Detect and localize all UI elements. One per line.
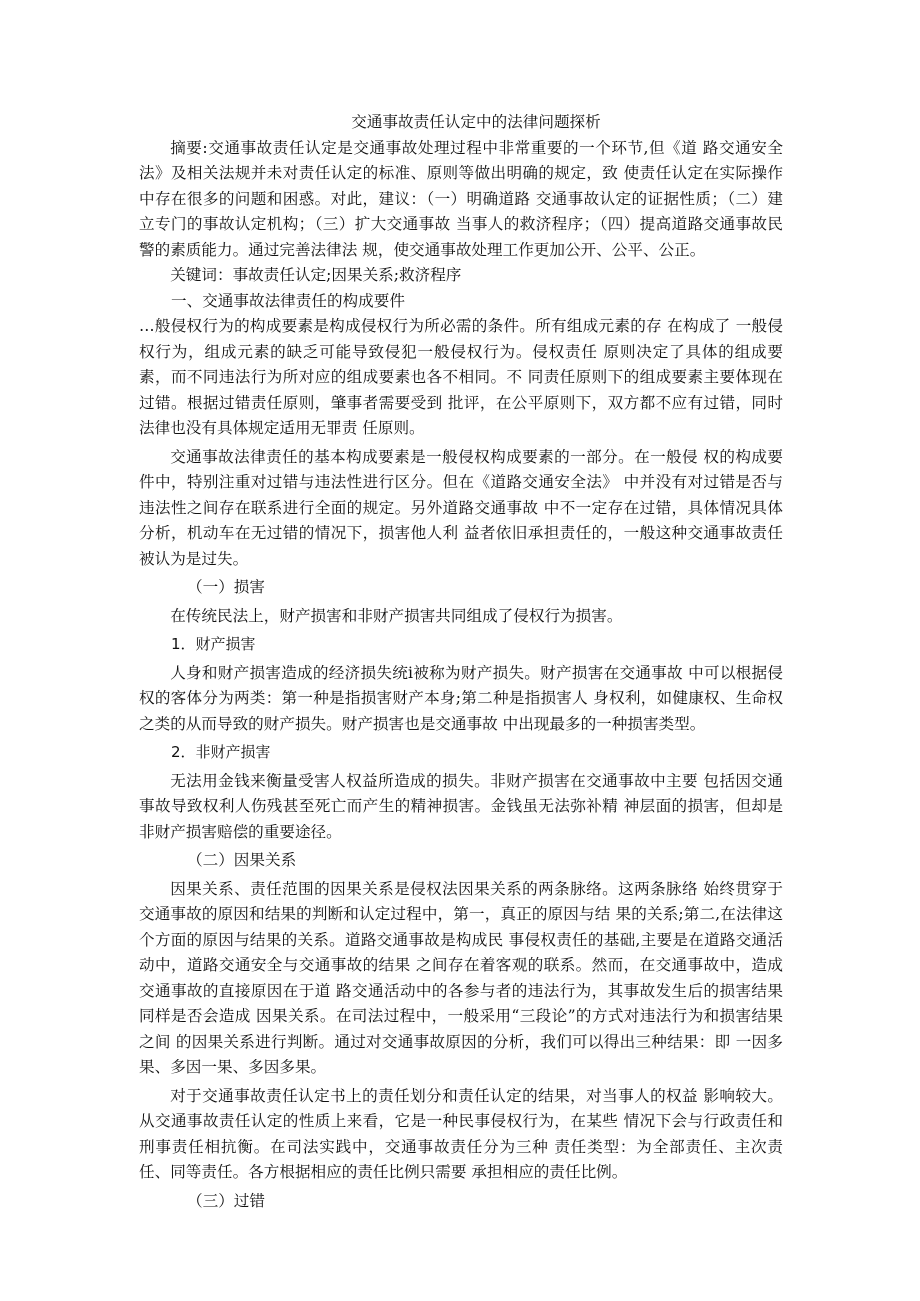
document-body	[139, 110, 783, 1214]
body-paragraph: 在传统民法上，财产损害和非财产损害共同组成了侵权行为损害。	[170, 606, 623, 625]
body-paragraph: 无法用金钱来衡量受害人权益所造成的损失。非财产损害在交通事故中主要 包括因交通事故导致权利人伤残甚至死亡而产生的精神损害。金钱虽无法弥补精 神层面的损害，但却是非财产损害赔偿的重要途径。	[139, 771, 783, 841]
body-paragraph: 交通事故法律责任的基本构成要素是一般侵权构成要素的一部分。在一般侵 权的构成要件中，特别注重对过错与违法性进行区分。但在《道路交通安全法》 中并没有对过错是否与违法性之间存在联系进行全面的规定。另外道路交通事故 中不一定存在过错，具体情况具体分析，机动车在无过错的情况下，损害他人利 益者依旧承担责任的，一般这种交通事故责任被认为是过失。	[139, 447, 783, 568]
numbered-heading: 1．财产损害	[171, 635, 256, 653]
subsection-heading: （二）因果关系	[187, 851, 297, 869]
body-paragraph: 人身和财产损害造成的经济损失统i被称为财产损失。财产损害在交通事故 中可以根据侵权的客体分为两类：第一种是指损害财产本身;第二种是指损害人 身权利，如健康权、生命权之类的从而导致的财产损失。财产损害也是交通事故 中出现最多的一种损害类型。	[139, 663, 783, 733]
numbered-heading: 2．非财产损害	[171, 743, 271, 761]
subsection-heading: （三）过错	[187, 1191, 265, 1210]
subsection-heading: （一）损害	[187, 578, 265, 596]
body-paragraph: …般侵权行为的构成要素是构成侵权行为所必需的条件。所有组成元素的存 在构成了 一般侵权行为，组成元素的缺乏可能导致侵犯一般侵权行为。侵权责任 原则决定了具体的组成要素，而不同违法行为所对应的组成要素也各不相同。不 同责任原则下的组成要素主要体现在过错。根据过错责任原则，肇事者需要受到 批评，在公平原则下，双方都不应有过错，同时法律也没有具体规定适用无罪责 任原则。	[139, 317, 783, 437]
abstract-paragraph: 摘要:交通事故责任认定是交通事故处理过程中非常重要的一个环节,但《道 路交通安全法》及相关法规并未对责任认定的标准、原则等做出明确的规定，致 使责任认定在实际操作中存在很多的问题和困惑。对此，建议：（一）明确道路 交通事故认定的证据性质；（二）建立专门的事故认定机构；（三）扩大交通事故 当事人的救济程序；（四）提高道路交通事故民警的素质能力。通过完善法律法 规，使交通事故处理工作更加公开、公平、公正。	[139, 138, 783, 259]
section-heading: 一、交通事故法律责任的构成要件	[171, 291, 405, 310]
body-paragraph: 因果关系、责任范围的因果关系是侵权法因果关系的两条脉络。这两条脉络 始终贯穿于交通事故的原因和结果的判断和认定过程中，第一，真正的原因与结 果的关系;第二,在法律这个方面的原因与结果的关系。道路交通事故是构成民 事侵权责任的基础,主要是在道路交通活动中，道路交通安全与交通事故的结果 之间存在着客观的联系。然而，在交通事故中，造成交通事故的直接原因在于道 路交通活动中的各参与者的违法行为，其事故发生后的损害结果同样是否会造成 因果关系。在司法过程中，一般采用“三段论”的方式对违法行为和损害结果之间 的因果关系进行判断。通过对交通事故原因的分析，我们可以得出三种结果：即 一因多果、多因一果、多因多果。	[139, 879, 783, 1076]
document-title: 交通事故责任认定中的法律问题探析	[351, 113, 601, 131]
keywords-line: 关键词：事故责任认定;因果关系;救济程序	[170, 266, 462, 284]
body-paragraph: 对于交通事故责任认定书上的责任划分和责任认定的结果，对当事人的权益 影响较大。从交通事故责任认定的性质上来看，它是一种民事侵权行为，在某些 情况下会与行政责任和刑事责任相抗衡。在司法实践中，交通事故责任分为三种 责任类型：为全部责任、主次责任、同等责任。各方根据相应的责任比例只需要 承担相应的责任比例。	[139, 1086, 783, 1181]
